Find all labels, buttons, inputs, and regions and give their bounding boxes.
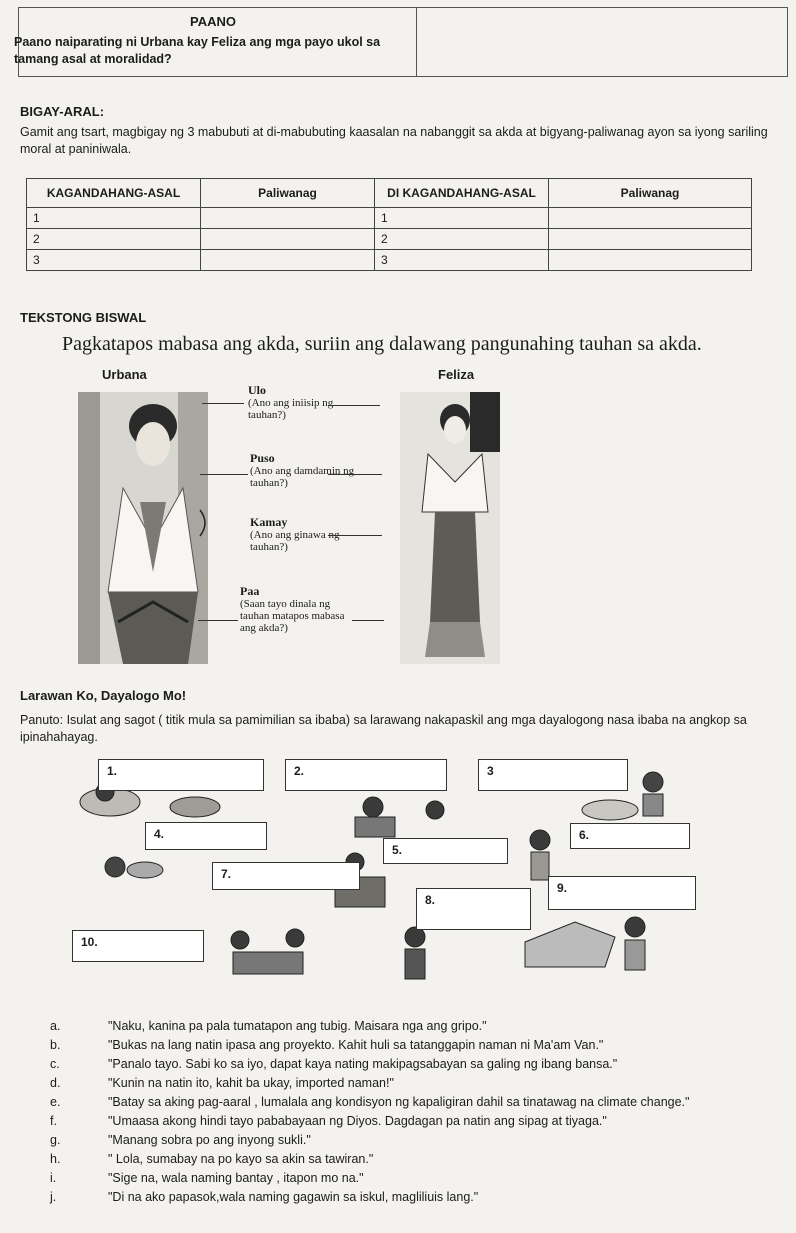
dialogue-text: "Naku, kanina pa pala tumatapon ang tubig. Maisara nga ang gripo." [108, 1019, 487, 1033]
puso-blank-right[interactable] [328, 474, 382, 475]
dialogue-text: "Batay sa aking pag-aaral , lumalala ang kondisyon ng kapaligiran dahil sa tinatawag na climate change." [108, 1095, 690, 1109]
answer-box-6[interactable]: 6. [570, 823, 690, 849]
label-puso [250, 452, 370, 489]
urbana-illustration [78, 392, 208, 664]
larawan-instruction: Panuto: Isulat ang sagot ( titik mula sa pamimilian sa ibaba) sa larawang nakapaskil ang mga dayalogong nasa ibaba na angkop sa ipinahahayag. [20, 713, 747, 744]
tekstong-biswal-instruction: Pagkatapos mabasa ang akda, suriin ang dalawang pangunahing tauhan sa akda. [62, 333, 702, 355]
dialogue-letter: b. [50, 1038, 61, 1052]
paano-question: Paano naiparating ni Urbana kay Feliza ang mga payo ukol sa tamang asal at moralidad? [14, 35, 381, 66]
larawan-heading: Larawan Ko, Dayalogo Mo! [20, 688, 187, 703]
answer-box-1[interactable]: 1. [98, 759, 264, 791]
list-item [50, 1036, 770, 1055]
paano-divider [416, 8, 417, 76]
header-paliwanag-2: Paliwanag [549, 179, 752, 208]
dialogue-text: "Umaasa akong hindi tayo pababayaan ng Diyos. Dagdagan pa natin ang sipag at tiyaga." [108, 1114, 607, 1128]
table-cell[interactable] [201, 250, 375, 271]
dialogue-text: "Manang sobra po ang inyong sukli." [108, 1133, 311, 1147]
label-paa-title: Paa [240, 584, 260, 598]
dialogue-letter: j. [50, 1190, 57, 1204]
answer-box-3[interactable]: 3 [478, 759, 628, 791]
bracket-icon [196, 508, 216, 538]
urbana-name: Urbana [102, 367, 147, 382]
table-row [27, 208, 752, 229]
table-row [27, 250, 752, 271]
label-paa [240, 585, 348, 634]
dialogue-text: "Sige na, wala naming bantay , itapon mo na." [108, 1171, 364, 1185]
puso-blank-left[interactable] [200, 474, 248, 475]
dialogue-text: "Kunin na natin ito, kahit ba ukay, imported naman!" [108, 1076, 394, 1090]
answer-box-5[interactable]: 5. [383, 838, 508, 864]
table-cell[interactable] [201, 229, 375, 250]
label-paa-hint: (Saan tayo dinala ng tauhan matapos mabasa ang akda?) [240, 598, 345, 634]
table-cell[interactable]: 3 [375, 250, 549, 271]
feliza-name: Feliza [438, 367, 475, 382]
table-cell[interactable] [549, 208, 752, 229]
paano-title: PAANO [190, 14, 236, 29]
label-ulo [248, 384, 368, 421]
dialogue-list [50, 1017, 770, 1207]
list-item [50, 1131, 770, 1150]
paa-blank-right[interactable] [352, 620, 384, 621]
table-cell[interactable] [549, 250, 752, 271]
answer-box-2[interactable]: 2. [285, 759, 447, 791]
kamay-blank-right[interactable] [328, 535, 382, 536]
dialogue-letter: d. [50, 1076, 61, 1090]
bigay-aral-heading: BIGAY-ARAL: [20, 104, 105, 119]
list-item [50, 1093, 770, 1112]
label-puso-title: Puso [250, 451, 275, 465]
ulo-blank-right[interactable] [328, 405, 380, 406]
list-item [50, 1169, 770, 1188]
ulo-blank-left[interactable] [202, 403, 244, 404]
dialogue-letter: c. [50, 1057, 60, 1071]
tekstong-biswal-heading: TEKSTONG BISWAL [20, 310, 147, 325]
values-table-header [27, 179, 752, 208]
table-cell[interactable]: 1 [375, 208, 549, 229]
answer-box-7[interactable]: 7. [212, 862, 360, 890]
table-cell[interactable]: 2 [27, 229, 201, 250]
dialogue-text: "Bukas na lang natin ipasa ang proyekto. Kahit huli sa tatanggapin naman ni Ma'am Van." [108, 1038, 604, 1052]
table-cell[interactable]: 2 [375, 229, 549, 250]
bigay-aral-instruction: Gamit ang tsart, magbigay ng 3 mabubuti at di-mabubuting kaasalan na nabanggit sa akda at bigyang-paliwanag ayon sa iyong sariling moral at paniniwala. [20, 125, 768, 156]
dialogue-letter: h. [50, 1152, 61, 1166]
feliza-illustration [400, 392, 500, 664]
header-di-kagandahang-asal: DI KAGANDAHANG-ASAL [375, 179, 549, 208]
list-item [50, 1074, 770, 1093]
label-ulo-title: Ulo [248, 383, 266, 397]
label-ulo-hint: (Ano ang iniisip ng tauhan?) [248, 397, 334, 421]
table-cell[interactable] [549, 229, 752, 250]
table-cell[interactable]: 3 [27, 250, 201, 271]
dialogue-letter: g. [50, 1133, 61, 1147]
header-paliwanag-1: Paliwanag [201, 179, 375, 208]
header-kagandahang-asal: KAGANDAHANG-ASAL [27, 179, 201, 208]
dialogue-text: "Di na ako papasok,wala naming gagawin sa iskul, magliliuis lang." [108, 1190, 479, 1204]
answer-box-8[interactable]: 8. [416, 888, 531, 930]
answer-box-4[interactable]: 4. [145, 822, 267, 850]
answer-box-9[interactable]: 9. [548, 876, 696, 910]
label-kamay-hint: (Ano ang ginawa ng tauhan?) [250, 529, 340, 553]
dialogue-letter: f. [50, 1114, 57, 1128]
dialogue-letter: i. [50, 1171, 57, 1185]
table-cell[interactable]: 1 [27, 208, 201, 229]
list-item [50, 1150, 770, 1169]
list-item [50, 1055, 770, 1074]
list-item [50, 1112, 770, 1131]
values-table [26, 178, 752, 271]
list-item [50, 1188, 770, 1207]
answer-box-10[interactable]: 10. [72, 930, 204, 962]
dialogue-letter: a. [50, 1019, 61, 1033]
table-row [27, 229, 752, 250]
table-cell[interactable] [201, 208, 375, 229]
paa-blank-left[interactable] [198, 620, 238, 621]
dialogue-text: " Lola, sumabay na po kayo sa akin sa tawiran." [108, 1152, 374, 1166]
dialogue-letter: e. [50, 1095, 61, 1109]
label-puso-hint: (Ano ang damdamin ng tauhan?) [250, 465, 355, 489]
dialogue-text: "Panalo tayo. Sabi ko sa iyo, dapat kaya nating makipagsabayan sa galing ng ibang bansa." [108, 1057, 618, 1071]
list-item [50, 1017, 770, 1036]
label-kamay-title: Kamay [250, 515, 288, 529]
